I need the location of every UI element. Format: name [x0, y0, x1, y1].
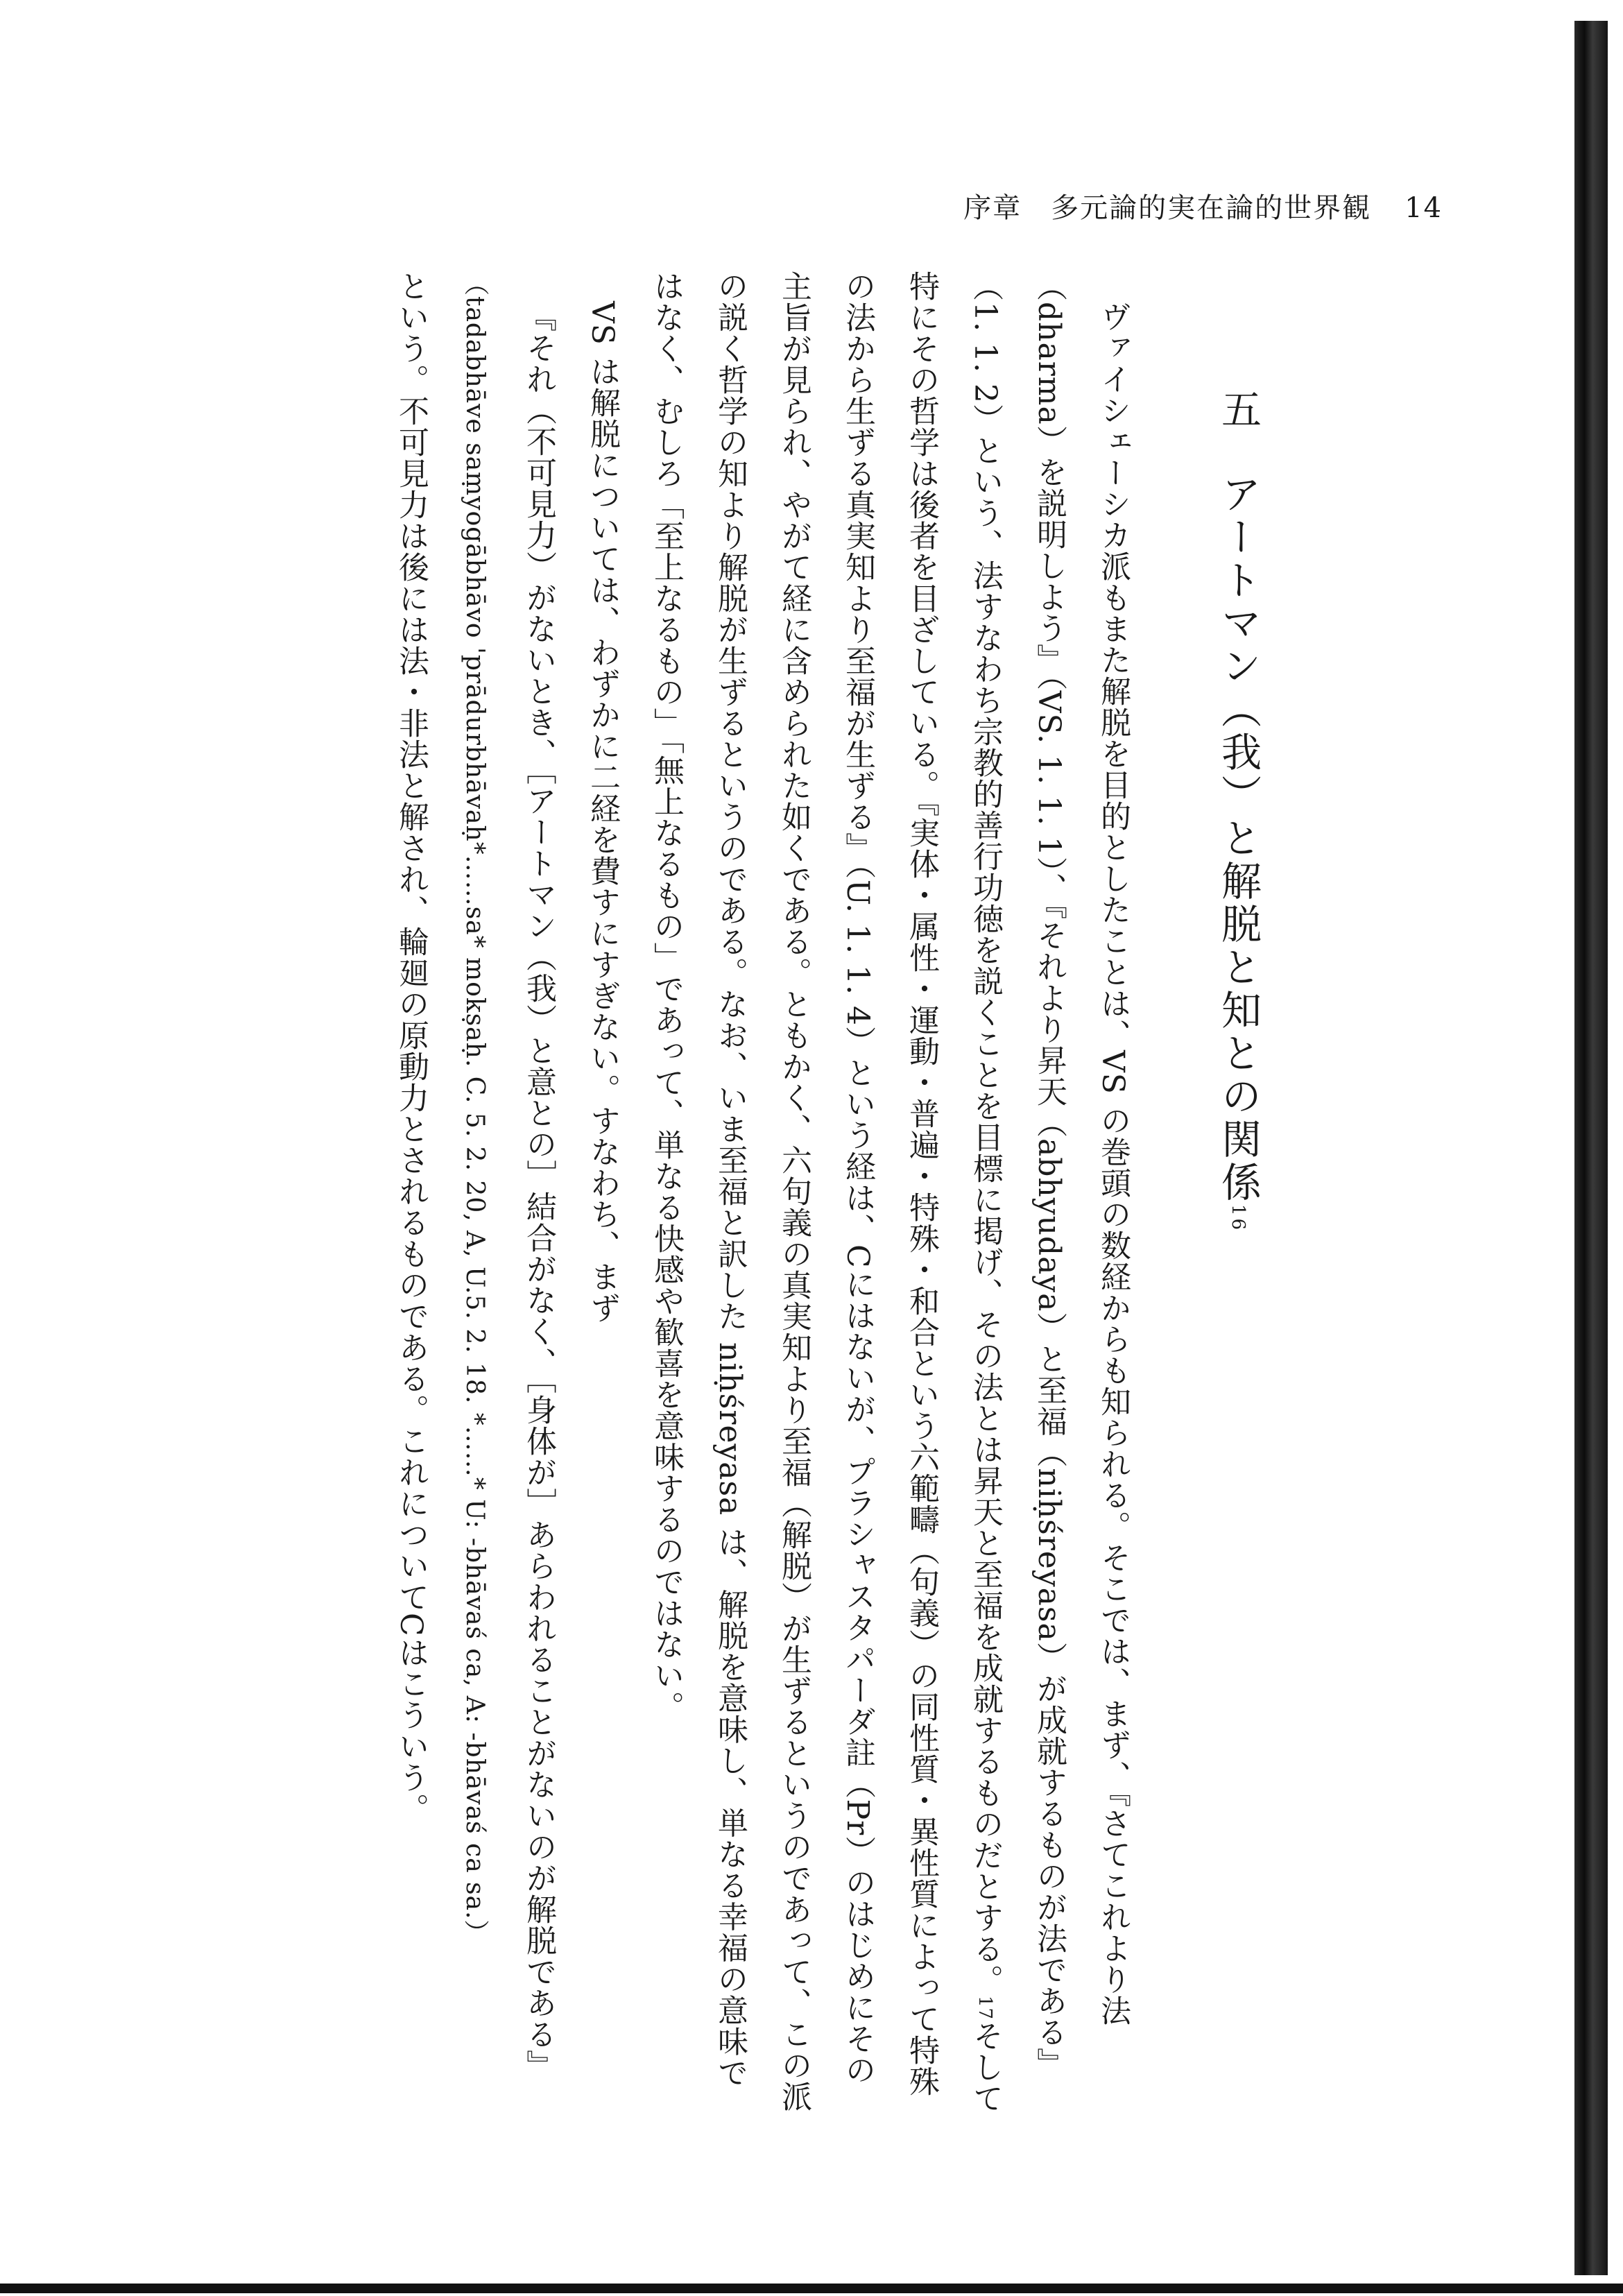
paragraph-1-text-b: そして特にその哲学は後者を目ざしている。『実体・属性・運動・普遍・特殊・和合という六範疇（句義）の同性質・異性質によって特殊の法から生ずる真実知より至福が生ずる』（U. 1. 1. 4）という経は、Cにはないが、プラシャスタパーダ註（Pr）のはじめにその主旨が見られ、やがて経に含められた如くである。ともかく、六句義の真実知より至福（解脱）が生ずるというのであって、この派の説く哲学の知より解脱が生ずるというのである。なお、いま至福と訳した niḥśreyasa は、解脱を意味し、単なる幸福の意味ではなく、むしろ「至上なるもの」「無上なるもの」であって、単なる快感や歓喜を意味するのではない。	[649, 271, 1003, 2114]
scan-edge-right	[1574, 21, 1608, 2275]
note-ref-16: 16	[1228, 1204, 1248, 1233]
scan-edge-bottom	[0, 2284, 1623, 2293]
section-title	[1207, 388, 1269, 1637]
page-number: 14	[1405, 192, 1443, 224]
note-ref-17: 17	[974, 1995, 995, 2021]
body-text	[243, 271, 1144, 2116]
section-heading: アートマン（我）と解脱と知との関係	[1214, 473, 1262, 1204]
quote-text: 『それ（不可見力）がないとき、［アートマン（我）と意との］結合がなく、［身体が］あらわれることがないのが解脱である』	[521, 301, 556, 2081]
quote	[443, 271, 570, 2116]
running-head-chapter: 序章 多元論的実在論的世界観	[963, 192, 1372, 224]
quote-citation: （tadabhāve saṃyogābhāvo 'prādurbhāvaḥ*……sa* mokṣaḥ. C. 5. 2. 20, A, U.5. 2. 18. *……* U: -bhāvaś ca, A: -bhāvaś ca sa.）	[461, 271, 489, 1946]
section-number: 五	[1214, 388, 1262, 431]
paragraph-3: という。不可見力は後には法・非法と解され、輪廻の原動力とされるものである。これについてCはこういう。	[393, 271, 429, 1824]
running-head	[749, 186, 1443, 225]
paragraph-2: VS は解脱については、わずかに二経を費すにすぎない。すなわち、まず	[585, 301, 620, 1323]
paragraph-1-text-a: ヴァイシェーシカ派もまた解脱を目的としたことは、VS の巻頭の数経からも知られる。そこでは、まず、『さてこれより法（dharma）を説明しよう』（VS. 1. 1. 1）、『それより昇天（abhyudaya）と至福（niḥśreyasa）が成就するものが法である』（1. 1. 2）という、法すなわち宗教的善行功徳を説くことを目標に掲げ、その法とは昇天と至福を成就するものだとする。	[968, 271, 1131, 2079]
paragraph-1	[634, 271, 1144, 2116]
